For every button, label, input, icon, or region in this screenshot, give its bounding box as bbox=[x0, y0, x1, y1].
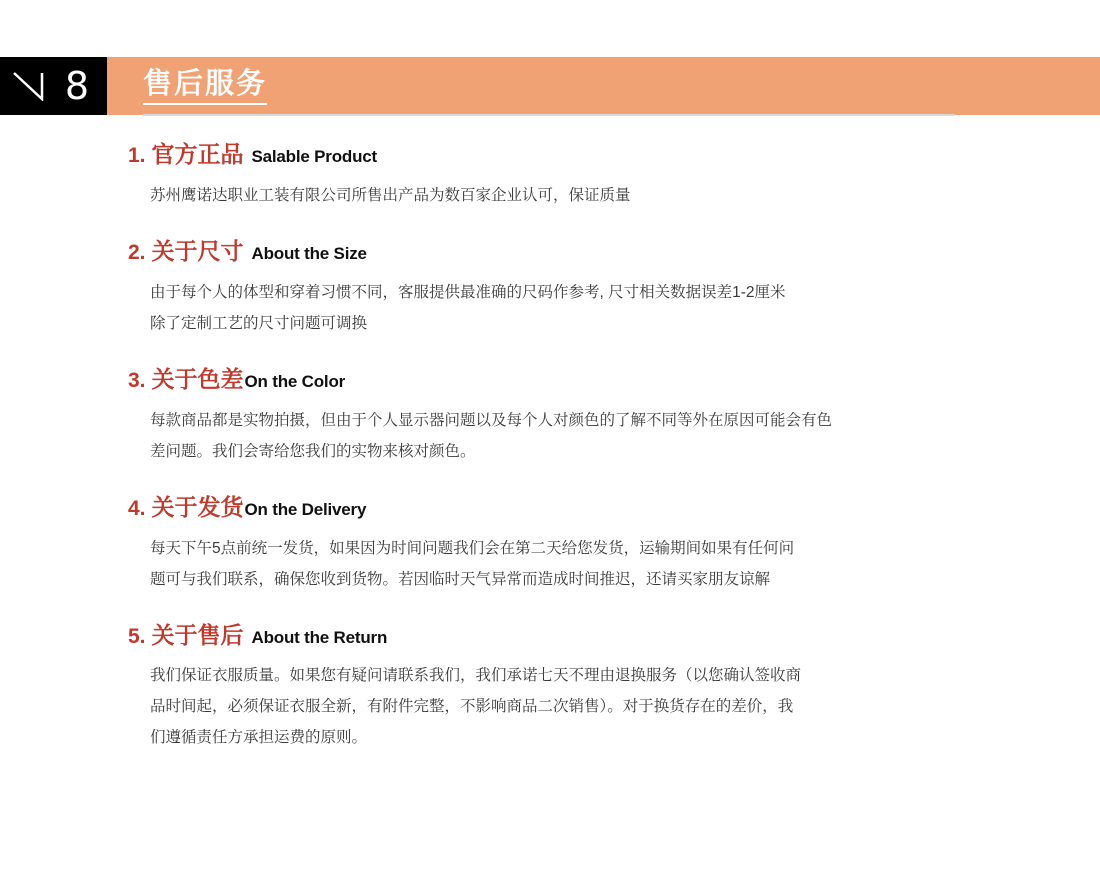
service-item bbox=[128, 493, 1028, 595]
service-item-title-cn: 关于色差 bbox=[151, 365, 244, 392]
service-item-line: 差问题。我们会寄给您我们的实物来核对颜色。 bbox=[150, 442, 476, 460]
service-item-line: 品时间起，必须保证衣服全新，有附件完整，不影响商品二次销售）。对于换货存在的差价，我 bbox=[150, 698, 794, 716]
service-item-body bbox=[128, 660, 970, 753]
service-item-title-cn: 关于尺寸 bbox=[151, 237, 244, 264]
service-item-title-en: On the Delivery bbox=[244, 499, 367, 519]
service-item-heading bbox=[128, 493, 1028, 523]
service-item-number: 4. bbox=[128, 496, 146, 520]
service-sections bbox=[128, 140, 1028, 779]
service-item-heading bbox=[128, 365, 1028, 395]
diagonal-slash-icon bbox=[12, 71, 56, 101]
service-item bbox=[128, 365, 1028, 467]
service-item-title-en: About the Size bbox=[251, 243, 367, 263]
service-item-line: 们遵循责任方承担运费的原则。 bbox=[150, 729, 368, 747]
badge-number: 8 bbox=[64, 64, 89, 108]
service-item-number: 5. bbox=[128, 624, 146, 648]
service-item-title-cn: 官方正品 bbox=[151, 141, 244, 167]
service-item-line: 题可与我们联系，确保您收到货物。若因临时天气异常而造成时间推迟，还请买家朋友谅解 bbox=[150, 570, 771, 588]
service-item bbox=[128, 621, 1028, 754]
page-header bbox=[0, 57, 1100, 115]
header-divider bbox=[143, 114, 955, 116]
service-item-number: 1. bbox=[128, 144, 146, 167]
service-item-number: 3. bbox=[128, 368, 146, 392]
service-item-heading bbox=[128, 140, 1028, 170]
service-item-title-en: On the Color bbox=[244, 371, 346, 391]
service-item-body bbox=[128, 180, 970, 211]
service-item-body bbox=[128, 405, 970, 467]
service-item-body bbox=[128, 533, 970, 595]
service-item-line: 我们保证衣服质量。如果您有疑问请联系我们，我们承诺七天不理由退换服务（以您确认签收商 bbox=[150, 667, 802, 685]
service-item-title-en: Salable Product bbox=[251, 147, 377, 166]
service-item-title-cn: 关于发货 bbox=[151, 493, 244, 520]
service-item-line: 苏州鹰诺达职业工装有限公司所售出产品为数百家企业认可，保证质量 bbox=[150, 186, 631, 204]
service-item-body bbox=[128, 277, 970, 339]
service-item bbox=[128, 140, 1028, 211]
service-item-line: 由于每个人的体型和穿着习惯不同，客服提供最准确的尺码作参考, 尺寸相关数据误差1-2厘米 bbox=[150, 283, 786, 301]
page-title: 售后服务 bbox=[143, 69, 267, 105]
service-item-line: 每天下午5点前统一发货，如果因为时间问题我们会在第二天给您发货，运输期间如果有任何问 bbox=[150, 539, 795, 557]
service-item-title-en: About the Return bbox=[251, 627, 388, 647]
service-item-heading bbox=[128, 621, 1028, 651]
section-number-badge bbox=[0, 57, 107, 115]
service-item-title-cn: 关于售后 bbox=[151, 621, 244, 648]
service-item-line: 每款商品都是实物拍摄，但由于个人显示器问题以及每个人对颜色的了解不同等外在原因可能会有色 bbox=[150, 411, 833, 429]
service-item bbox=[128, 237, 1028, 339]
service-item-line: 除了定制工艺的尺寸问题可调换 bbox=[150, 314, 368, 332]
service-item-heading bbox=[128, 237, 1028, 267]
service-item-number: 2. bbox=[128, 240, 146, 264]
